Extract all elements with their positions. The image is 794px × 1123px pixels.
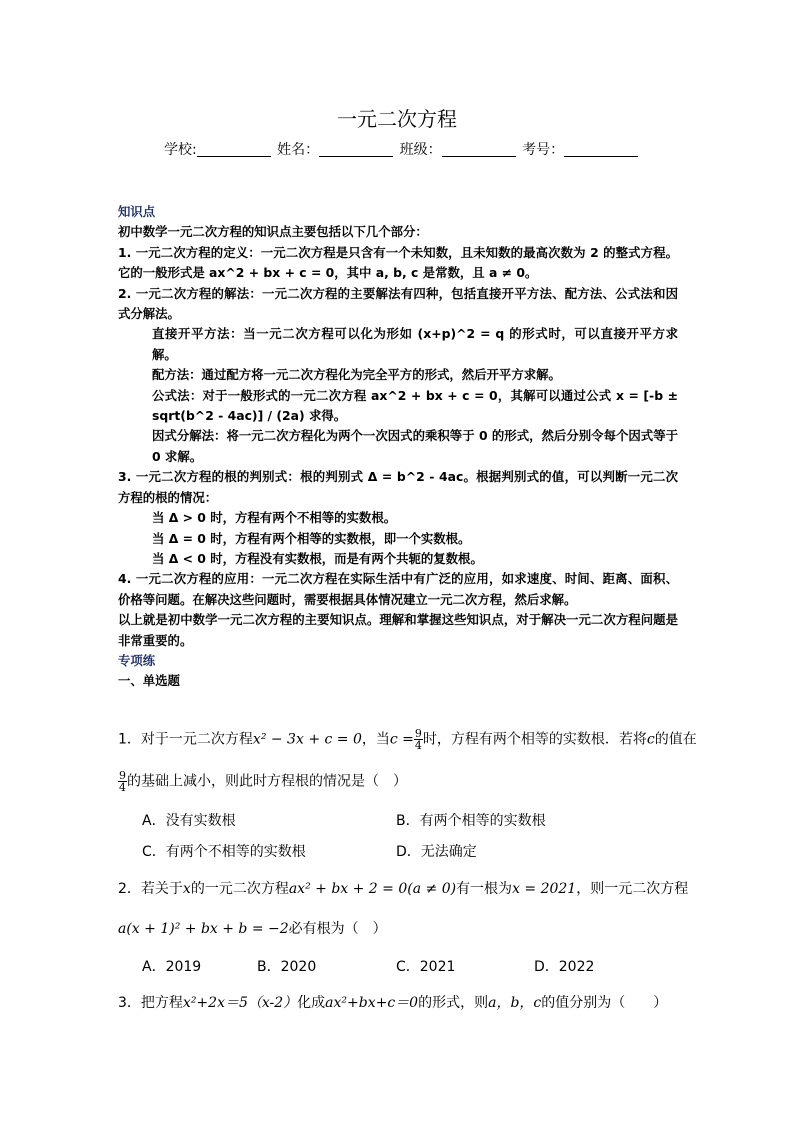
class-label: 班级： [399,142,442,158]
name-label: 姓名： [277,142,320,158]
knowledge-heading: 知识点 [118,204,156,219]
case-negative: 当 Δ < 0 时，方程没有实数根，而是有两个共轭的复数根。 [152,550,483,566]
knowledge-section [118,202,678,692]
question-1-line-1: 1．对于一元二次方程x² − 3x + c = 0，当c = $\frac{9}{4}$ 时，方程有两个相等的实数根．若将c的值在 [118,727,697,752]
q2-option-d[interactable]: D．2022 [534,959,595,975]
q2-option-a[interactable]: A．2019 [142,959,202,975]
school-blank[interactable] [197,142,271,157]
question-3-line-1: 3．把方程x²+2x＝5（x-2）化成ax²+bx+c＝0的形式，则a，b，c的值分别为（ ） [118,995,668,1011]
q1-option-b[interactable]: B．有两个相等的实数根 [396,813,546,829]
q1-equation: x² − 3x + c = 0 [252,731,362,748]
method-completing-square: 配方法：通过配方将一元二次方程化为完全平方的形式，然后开平方求解。 [152,367,561,383]
q2-equation: ax² + bx + 2 = 0 [288,881,408,897]
knowledge-summary: 以上就是初中数学一元二次方程的主要知识点。理解和掌握这些知识点，对于解决一元二次方程问题是非常重要的。 [118,612,678,648]
school-label: 学校: [164,142,197,158]
knowledge-point-3: 3. 一元二次方程的根的判别式：根的判别式 Δ = b^2 - 4ac。根据判别式的值，可以判断一元二次方程的根的情况： [118,469,678,505]
knowledge-point-1: 1. 一元二次方程的定义：一元二次方程是只含有一个未知数，且未知数的最高次数为 2 的整式方程。它的一般形式是 ax^2 + bx + c = 0，其中 a, b, c 是常数，且 a ≠ 0。 [118,244,678,281]
page-title: 一元二次方程 [337,107,457,131]
knowledge-intro: 初中数学一元二次方程的知识点主要包括以下几个部分： [118,224,428,240]
knowledge-point-2: 2. 一元二次方程的解法：一元二次方程的主要解法有四种，包括直接开平方法、配方法、公式法和因式分解法。 [118,285,678,322]
single-choice-heading: 一、单选题 [118,673,180,689]
exam-number-label: 考号： [522,142,565,158]
question-2-line-2: a(x + 1)² + bx + b = −2必有根为（ ） [118,921,387,937]
method-factoring: 因式分解法：将一元二次方程化为两个一次因式的乘积等于 0 的形式，然后分别令每个因式等于 0 求解。 [152,428,678,464]
case-positive: 当 Δ > 0 时，方程有两个不相等的实数根。 [152,510,397,526]
q1-option-a[interactable]: A．没有实数根 [142,813,236,829]
method-square-root: 直接开平方法：当一元二次方程可以化为形如 (x+p)^2 = q 的形式时，可以直接开平方求解。 [152,326,678,362]
exam-number-blank[interactable] [564,142,638,157]
question-2-line-1: 2．若关于x的一元二次方程ax² + bx + 2 = 0(a ≠ 0)有一根为x = 2021，则一元二次方程 [118,881,689,897]
q2-option-c[interactable]: C．2021 [396,959,456,975]
name-blank[interactable] [319,142,393,157]
student-info-line [164,139,640,159]
q1-option-d[interactable]: D．无法确定 [396,844,477,860]
practice-heading: 专项练 [118,652,156,668]
q1-fraction: $\frac{9}{4}$ [414,727,422,752]
knowledge-point-4: 4. 一元二次方程的应用：一元二次方程在实际生活中有广泛的应用，如求速度、时间、距离、面积、价格等问题。在解决这些问题时，需要根据具体情况建立一元二次方程，然后求解。 [118,571,678,607]
q1-option-c[interactable]: C．有两个不相等的实数根 [142,844,306,860]
q1-fraction-2: $\frac{9}{4}$ [119,769,126,794]
question-1-line-2: $\frac{9}{4}$ 的基础上减小，则此时方程根的情况是（ ） [119,769,407,794]
q2-option-b[interactable]: B．2020 [257,959,317,975]
q3-equation: x²+2x＝5（x-2） [182,995,298,1011]
class-blank[interactable] [442,142,516,157]
case-zero: 当 Δ = 0 时，方程有两个相等的实数根，即一个实数根。 [152,530,471,546]
q2-equation-2: a(x + 1)² + bx + b = −2 [118,921,289,937]
method-formula: 公式法：对于一般形式的一元二次方程 ax^2 + bx + c = 0，其解可以通过公式 x = [-b ± sqrt(b^2 - 4ac)] / (2a) 求得。 [152,387,678,424]
